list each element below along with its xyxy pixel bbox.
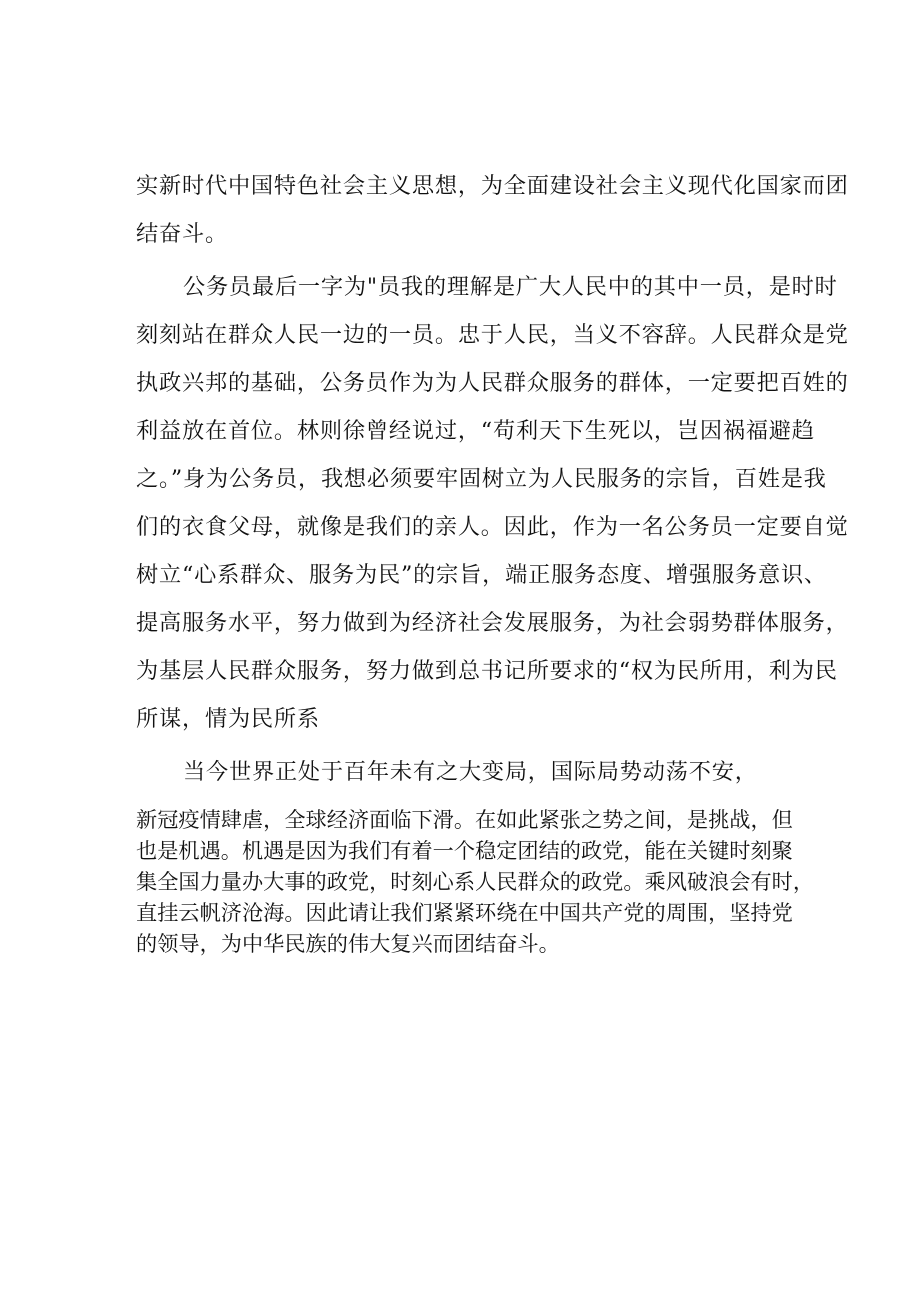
text-line: 们的衣食父母，就像是我们的亲人。因此，作为一名公务员一定要自觉 [136, 514, 849, 540]
text-line: 公务员最后一字为"员我的理解是广大人民中的其中一员，是时时 [183, 274, 838, 300]
text-line: 树立“心系群众、服务为民”的宗旨，端正服务态度、增强服务意识、 [136, 562, 827, 588]
text-line: 直挂云帆济沧海。因此请让我们紧紧环绕在中国共产党的周围，坚持党 [136, 900, 793, 925]
text-line: 提高服务水平，努力做到为经济社会发展服务，为社会弱势群体服务， [136, 610, 849, 636]
text-line: 集全国力量办大事的政党，时刻心系人民群众的政党。乘风破浪会有时， [136, 869, 815, 894]
text-line: 之。”身为公务员，我想必须要牢固树立为人民服务的宗旨，百姓是我 [136, 466, 827, 492]
text-line: 也是机遇。机遇是因为我们有着一个稳定团结的政党，能在关键时刻聚 [136, 838, 793, 863]
text-line: 的领导，为中华民族的伟大复兴而团结奋斗。 [136, 931, 560, 956]
text-line: 为基层人民群众服务，努力做到总书记所要求的“权为民所用，利为民 [136, 658, 838, 684]
text-line: 所谋，情为民所系 [136, 706, 320, 732]
text-line: 刻刻站在群众人民一边的一员。忠于人民，当义不容辞。人民群众是党 [136, 322, 849, 348]
text-line: 结奋斗。 [136, 221, 228, 247]
text-line: 执政兴邦的基础，公务员作为为人民群众服务的群体，一定要把百姓的 [136, 370, 849, 396]
text-line: 实新时代中国特色社会主义思想，为全面建设社会主义现代化国家而团 [136, 173, 849, 199]
text-line: 利益放在首位。林则徐曾经说过，“苟利天下生死以，岂因祸福避趋 [136, 418, 815, 444]
text-line: 新冠疫情肆虐，全球经济面临下滑。在如此紧张之势之间，是挑战，但 [136, 807, 793, 832]
text-line: 当今世界正处于百年未有之大变局，国际局势动荡不安， [183, 759, 758, 785]
